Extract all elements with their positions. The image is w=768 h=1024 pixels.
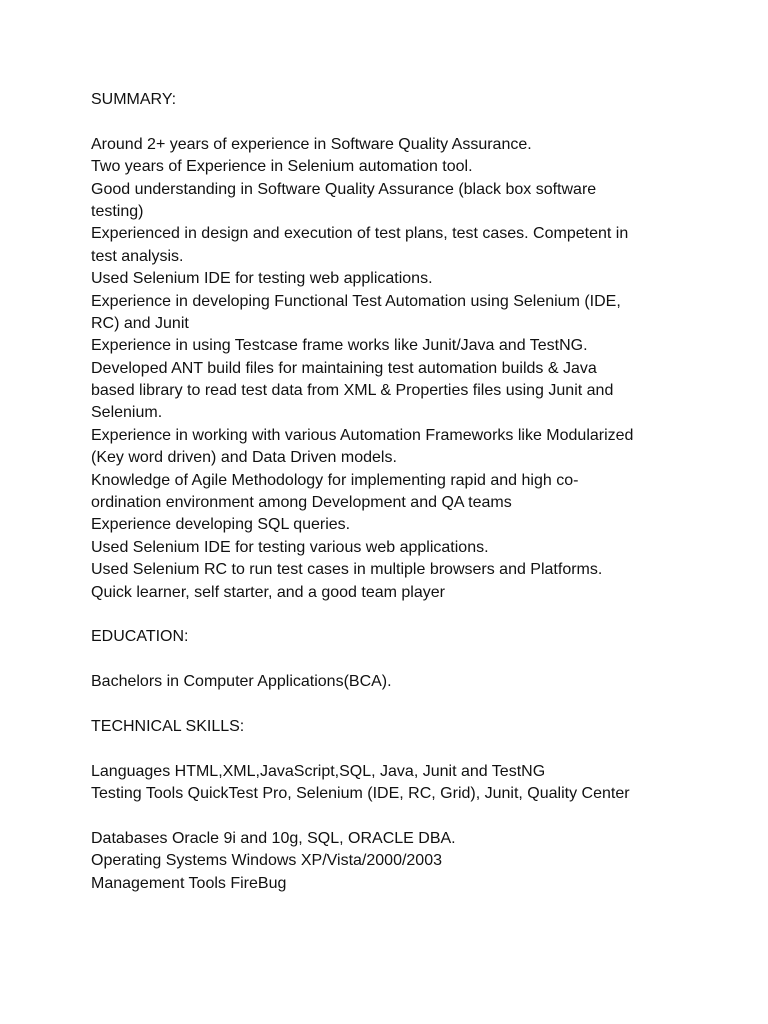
technical-skills-heading: TECHNICAL SKILLS:: [91, 717, 245, 735]
summary-line: Knowledge of Agile Methodology for implementing rapid and high co-: [91, 471, 579, 489]
resume-document: [91, 89, 761, 895]
education-heading: EDUCATION:: [91, 628, 189, 646]
summary-line: testing): [91, 202, 144, 220]
summary-line: Experience in working with various Automation Frameworks like Modularized: [91, 426, 634, 444]
summary-line: (Key word driven) and Data Driven models.: [91, 449, 397, 467]
summary-line: ordination environment among Development and QA teams: [91, 494, 512, 512]
blank-line: [91, 738, 761, 760]
skills-line-operating-systems: Operating Systems Windows XP/Vista/2000/2003: [91, 852, 442, 870]
summary-line: Experienced in design and execution of test plans, test cases. Competent in: [91, 225, 629, 243]
summary-line: Two years of Experience in Selenium automation tool.: [91, 158, 473, 176]
blank-line: [91, 604, 761, 626]
summary-line: Experience in using Testcase frame works like Junit/Java and TestNG.: [91, 337, 588, 355]
summary-line: Selenium.: [91, 404, 163, 422]
summary-line: Experience in developing Functional Test Automation using Selenium (IDE,: [91, 292, 621, 310]
education-line: Bachelors in Computer Applications(BCA).: [91, 673, 392, 691]
summary-line: test analysis.: [91, 247, 184, 265]
summary-heading: SUMMARY:: [91, 91, 177, 108]
summary-line: based library to read test data from XML & Properties files using Junit and: [91, 382, 614, 400]
summary-line: Around 2+ years of experience in Software Quality Assurance.: [91, 135, 532, 153]
summary-line: Used Selenium IDE for testing various web applications.: [91, 538, 489, 556]
summary-line: Used Selenium RC to run test cases in multiple browsers and Platforms.: [91, 561, 603, 579]
summary-section: [91, 134, 761, 604]
skills-line-management-tools: Management Tools FireBug: [91, 874, 287, 892]
summary-line: Quick learner, self starter, and a good team player: [91, 583, 445, 601]
summary-line: Experience developing SQL queries.: [91, 516, 351, 534]
summary-line: Used Selenium IDE for testing web applications.: [91, 270, 433, 288]
blank-line: [91, 649, 761, 671]
summary-line: RC) and Junit: [91, 314, 189, 332]
summary-line: Developed ANT build files for maintaining test automation builds & Java: [91, 359, 597, 377]
skills-line-languages: Languages HTML,XML,JavaScript,SQL, Java, Junit and TestNG: [91, 762, 546, 780]
skills-line-testing-tools: Testing Tools QuickTest Pro, Selenium (IDE, RC, Grid), Junit, Quality Center: [91, 785, 630, 803]
summary-line: Good understanding in Software Quality Assurance (black box software: [91, 180, 597, 198]
skills-line-databases: Databases Oracle 9i and 10g, SQL, ORACLE DBA.: [91, 829, 456, 847]
blank-line: [91, 694, 761, 716]
blank-line: [91, 806, 761, 828]
blank-line: [91, 111, 761, 133]
